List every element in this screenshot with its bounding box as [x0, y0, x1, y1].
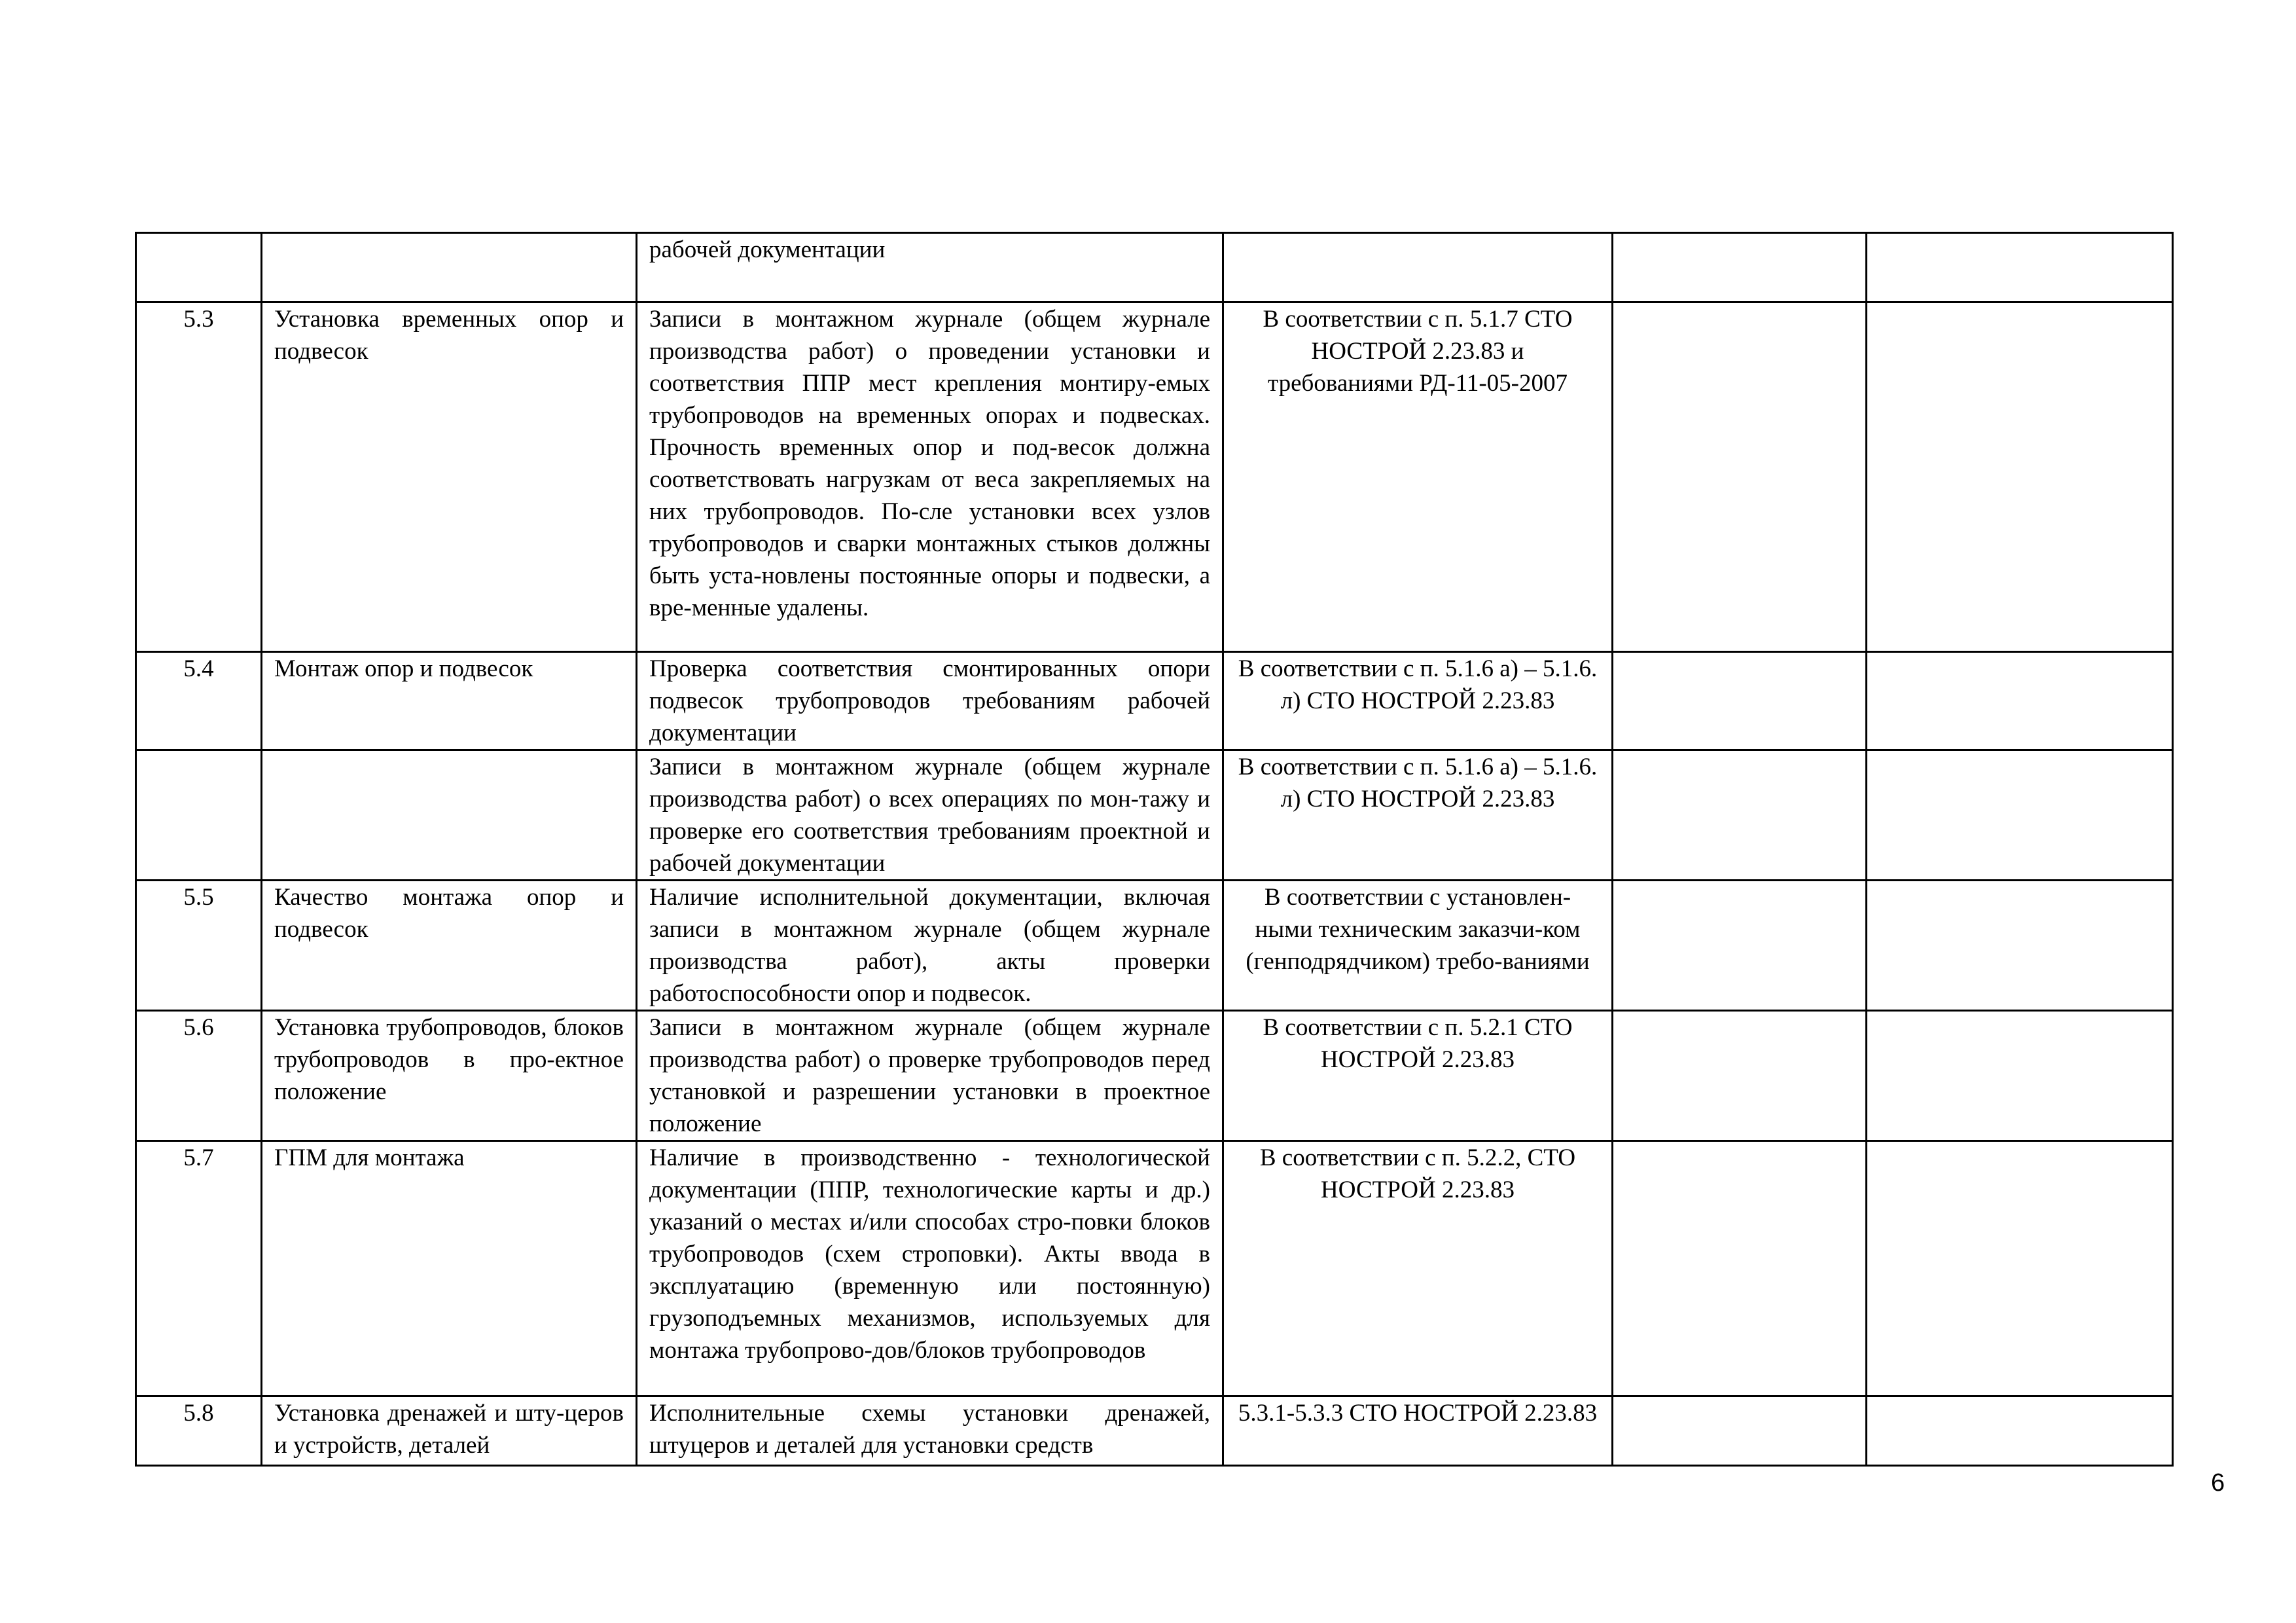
empty-cell [1867, 881, 2173, 1011]
empty-cell [1613, 750, 1867, 881]
work-stage-cell: ГПМ для монтажа [262, 1141, 637, 1396]
item-number-cell: 5.5 [136, 881, 262, 1011]
table-row [136, 881, 2173, 1011]
normative-basis-cell: В соответствии с п. 5.1.7 СТО НОСТРОЙ 2.23.83 и требованиями РД-11-05-2007 [1223, 302, 1613, 652]
normative-basis-cell: В соответствии с установлен-ными техническим заказчи-ком (генподрядчиком) требо-ваниями [1223, 881, 1613, 1011]
table-row [136, 1141, 2173, 1396]
table-row [136, 1011, 2173, 1141]
work-stage-cell: Установка временных опор и подвесок [262, 302, 637, 652]
work-stage-cell: Качество монтажа опор и подвесок [262, 881, 637, 1011]
table-row [136, 750, 2173, 881]
empty-cell [1613, 233, 1867, 302]
control-record-cell: Наличие исполнительной документации, включая записи в монтажном журнале (общем журнале производства работ), акты проверки работоспособности опор и подвесок. [637, 881, 1223, 1011]
empty-cell [1613, 1396, 1867, 1466]
work-stage-cell: Монтаж опор и подвесок [262, 652, 637, 750]
table-row [136, 233, 2173, 302]
item-number-cell [136, 233, 262, 302]
control-record-cell: Проверка соответствия смонтированных опори подвесок трубопроводов требованиям рабочей документации [637, 652, 1223, 750]
item-number-cell: 5.8 [136, 1396, 262, 1466]
control-record-cell: Записи в монтажном журнале (общем журнале производства работ) о проведении установки и соответствия ППР мест крепления монтиру-емых трубопроводов на временных опорах и подвесках. Прочность временных опор и под-весок должна соответствовать нагрузкам от веса закрепляемых на них трубопроводов. По-сле установки всех узлов трубопроводов и сварки монтажных стыков должны быть уста-новлены постоянные опоры и подвески, а вре-менные удалены. [637, 302, 1223, 652]
control-record-cell: рабочей документации [637, 233, 1223, 302]
item-number-cell: 5.4 [136, 652, 262, 750]
normative-basis-cell: В соответствии с п. 5.1.6 а) – 5.1.6. л) СТО НОСТРОЙ 2.23.83 [1223, 652, 1613, 750]
empty-cell [1613, 302, 1867, 652]
item-number-cell [136, 750, 262, 881]
item-number-cell: 5.6 [136, 1011, 262, 1141]
item-number-cell: 5.7 [136, 1141, 262, 1396]
work-stage-cell: Установка дренажей и шту-церов и устройств, деталей [262, 1396, 637, 1466]
empty-cell [1613, 1141, 1867, 1396]
table-row [136, 302, 2173, 652]
empty-cell [1867, 302, 2173, 652]
page-number: 6 [2211, 1469, 2225, 1497]
normative-basis-cell: В соответствии с п. 5.2.2, СТО НОСТРОЙ 2.23.83 [1223, 1141, 1613, 1396]
work-stage-cell: Установка трубопроводов, блоков трубопроводов в про-ектное положение [262, 1011, 637, 1141]
normative-basis-cell: В соответствии с п. 5.1.6 а) – 5.1.6. л) СТО НОСТРОЙ 2.23.83 [1223, 750, 1613, 881]
empty-cell [1867, 652, 2173, 750]
empty-cell [1613, 1011, 1867, 1141]
empty-cell [1613, 652, 1867, 750]
inspection-table [135, 232, 2174, 1467]
empty-cell [1867, 233, 2173, 302]
table-row [136, 652, 2173, 750]
empty-cell [1867, 1141, 2173, 1396]
control-record-cell: Записи в монтажном журнале (общем журнале производства работ) о проверке трубопроводов перед установкой и разрешении установки в проектное положение [637, 1011, 1223, 1141]
control-record-cell: Наличие в производственно - технологической документации (ППР, технологические карты и др.) указаний о местах и/или способах стро-повки блоков трубопроводов (схем строповки). Акты ввода в эксплуатацию (временную или постоянную) грузоподъемных механизмов, используемых для монтажа трубопрово-дов/блоков трубопроводов [637, 1141, 1223, 1396]
control-record-cell: Записи в монтажном журнале (общем журнале производства работ) о всех операциях по мон-тажу и проверке его соответствия требованиям проектной и рабочей документации [637, 750, 1223, 881]
control-record-cell: Исполнительные схемы установки дренажей, штуцеров и деталей для установки средств [637, 1396, 1223, 1466]
normative-basis-cell [1223, 233, 1613, 302]
item-number-cell: 5.3 [136, 302, 262, 652]
empty-cell [1867, 750, 2173, 881]
work-stage-cell [262, 750, 637, 881]
work-stage-cell [262, 233, 637, 302]
empty-cell [1613, 881, 1867, 1011]
table-row [136, 1396, 2173, 1466]
normative-basis-cell: В соответствии с п. 5.2.1 СТО НОСТРОЙ 2.23.83 [1223, 1011, 1613, 1141]
empty-cell [1867, 1396, 2173, 1466]
normative-basis-cell: 5.3.1-5.3.3 СТО НОСТРОЙ 2.23.83 [1223, 1396, 1613, 1466]
empty-cell [1867, 1011, 2173, 1141]
